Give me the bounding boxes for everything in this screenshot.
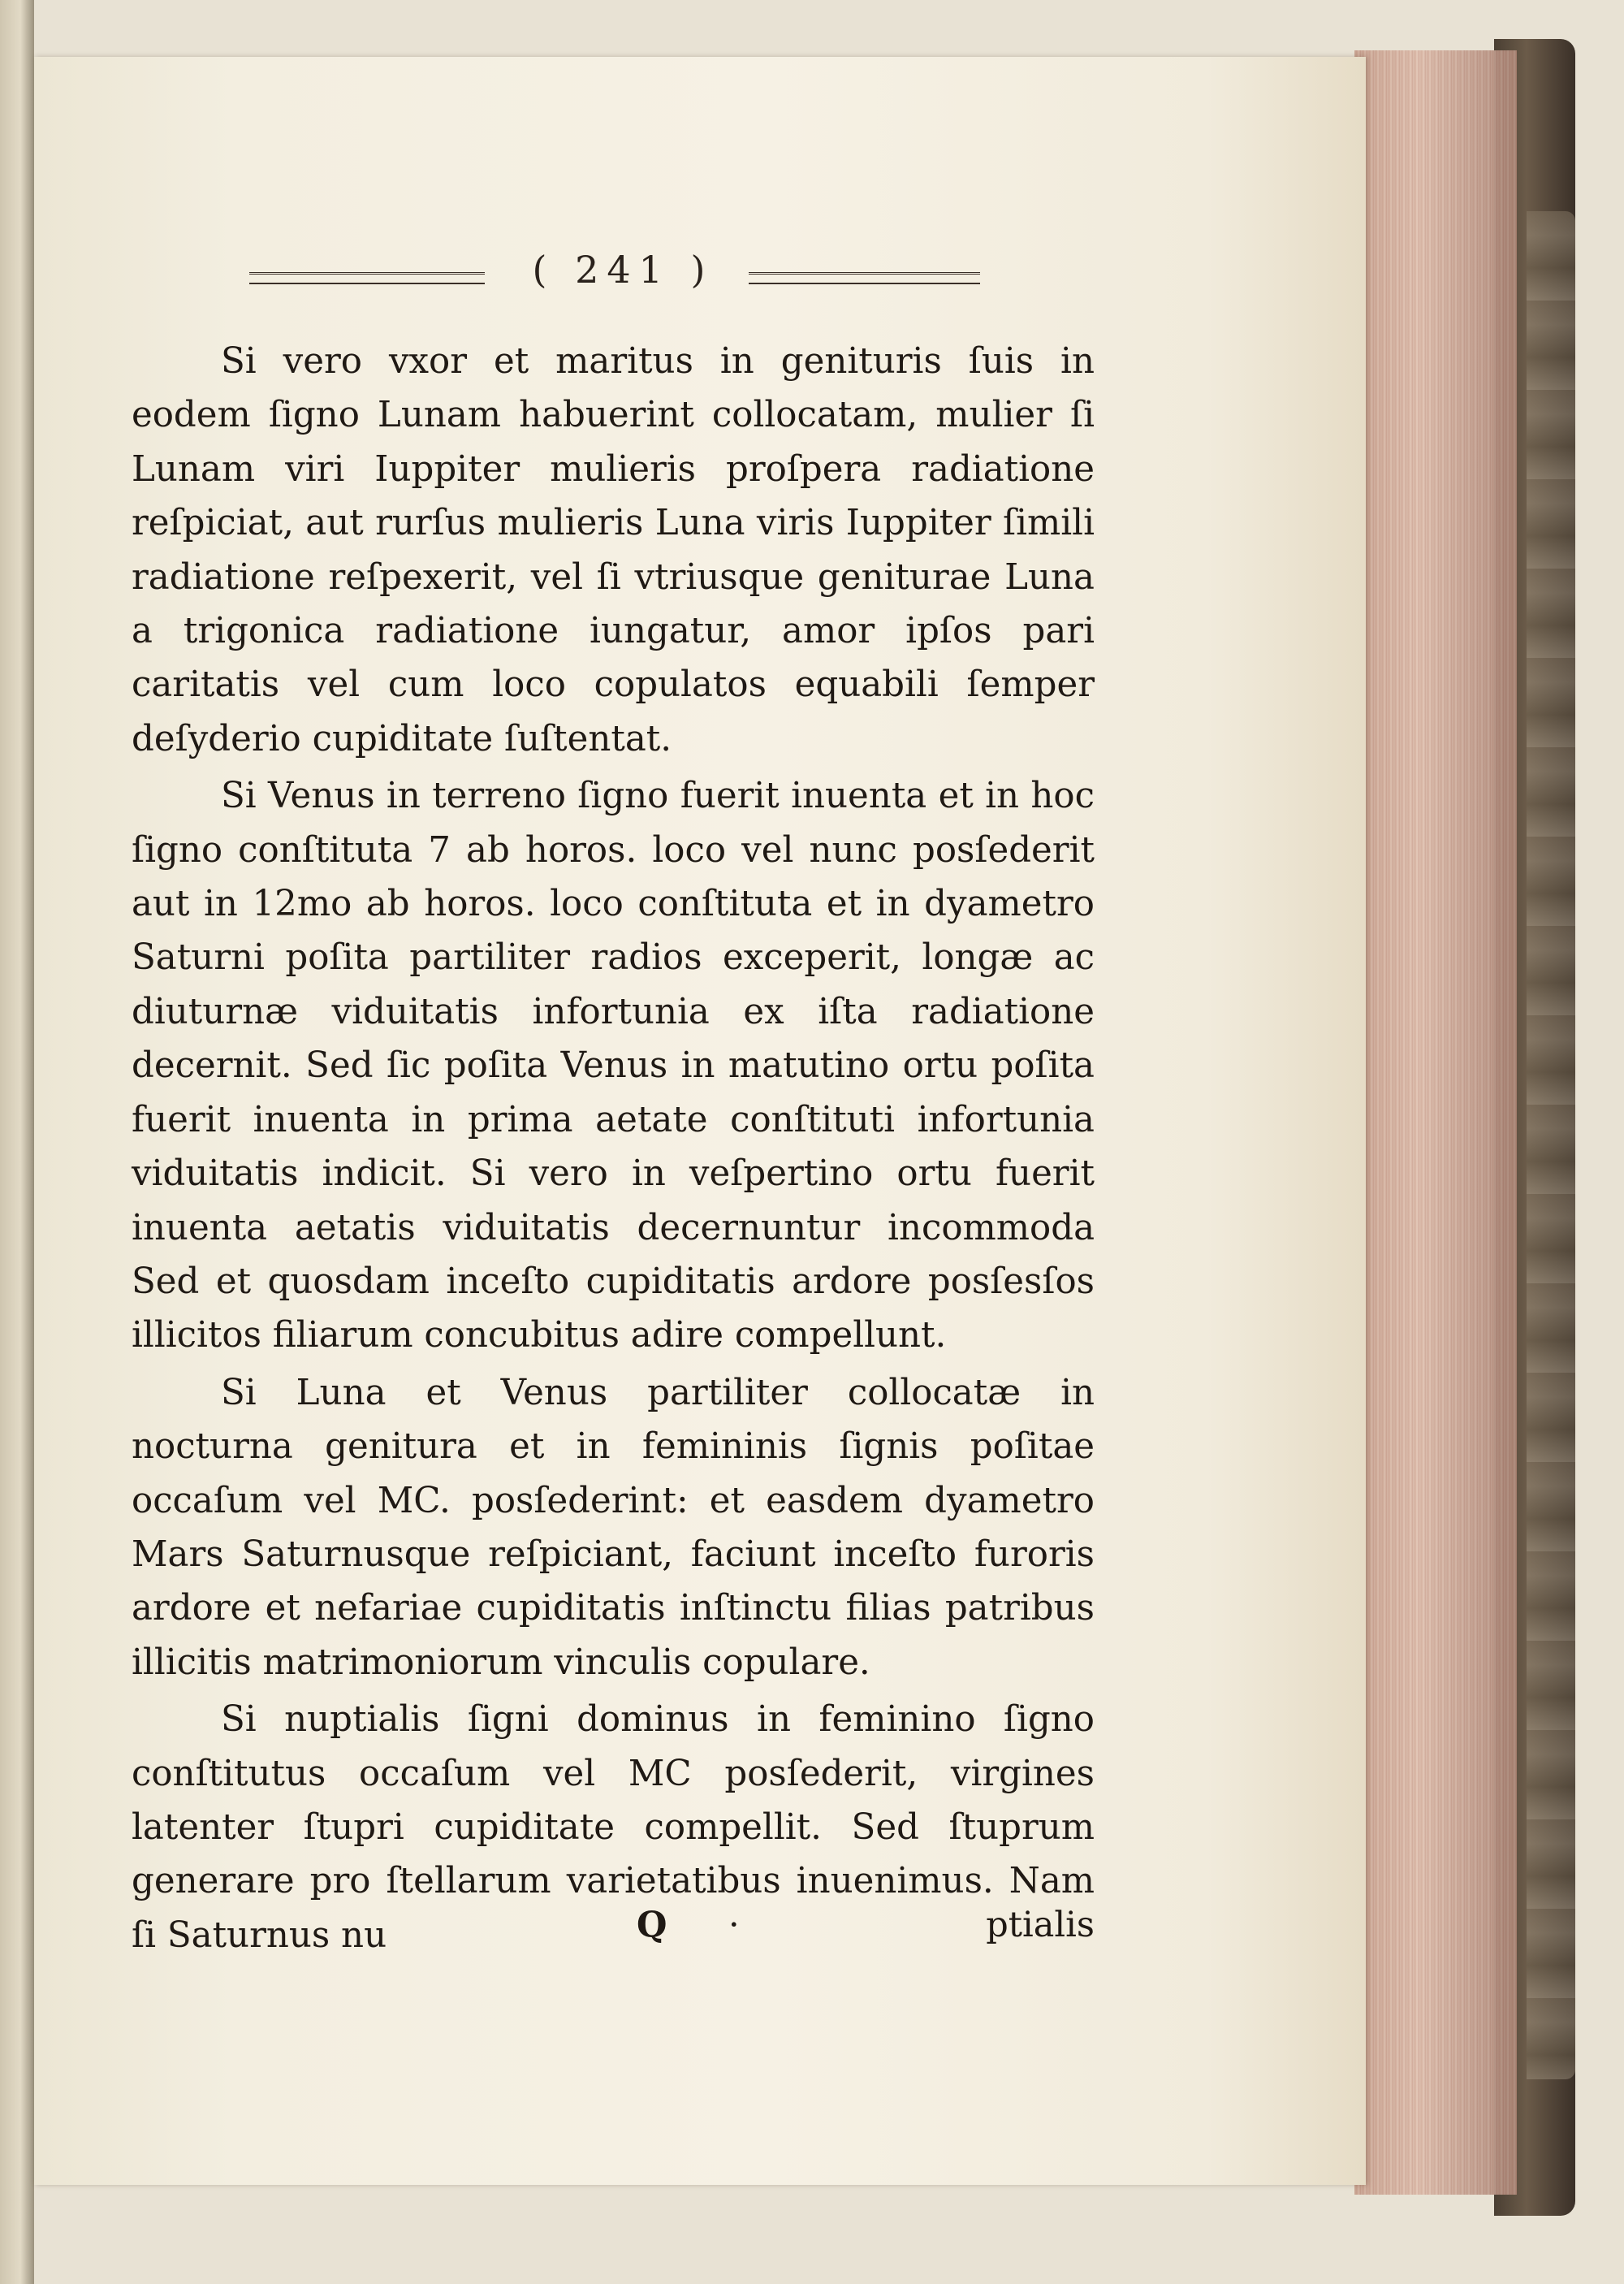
paragraph-3: Si Luna et Venus partiliter collocatæ in nocturna genitura et in femininis ſignis poſitae occaſum vel MC. posſederint: et easdem dyametro Mars Saturnusque reſpiciant, faciunt inceſto furoris ardore et nefariae cupiditatis inſtinctu filias patribus illicitis matrimoniorum vinculis copulare. [132,1372,1095,1683]
paragraph-2: Si Venus in terreno ſigno fuerit inuenta et in hoc ſigno conſtituta 7 ab horos. loco vel nunc posſederit aut in 12mo ab horos. loco conſtituta et in dyametro Saturni poſita partiliter radios exceperit, longæ ac diuturnæ viduitatis infortunia ex iſta radiatione decernit. Sed ſic poſita Venus in matutino ortu poſita fuerit inuenta in prima aetate conſtituti infortunia viduitatis indicit. Si vero in veſpertino ortu fuerit inuenta aetatis viduitatis decernuntur incommoda Sed et quosdam inceſto cupiditatis ardore posſesſos illicitos filiarum concubitus adire compellunt. [132,776,1095,1356]
page-header [34,248,1366,296]
page-number: ( 241 ) [532,248,714,292]
signature-mark: Q [637,1905,667,1945]
header-rule-right [749,272,980,284]
header-rule-left [249,272,485,284]
paragraph-4: Si nuptialis ſigni dominus in feminino ſigno conſtitutus occaſum vel MC posſederit, virgines latenter ſtupri cupiditate compellit. Sed ſtuprum generare pro ſtellarum varietatibus inuenimus. Nam ſi Saturnus nu [132,1699,1095,1956]
page-fore-edge-shade [1354,50,1517,2195]
left-page-edge [0,0,34,2284]
body-text [132,335,1095,1962]
cover-wear-texture [1527,211,1575,2079]
catchword: ptialis [986,1905,1095,1945]
paragraph-1: Si vero vxor et maritus in genituris ſuis in eodem ſigno Lunam habuerint collocatam, mulier ſi Lunam viri Iuppiter mulieris proſpera radiatione reſpiciat, aut rurſus mulieris Luna viris Iuppiter ſimili radiatione reſpexerit, vel ſi vtriusque geniturae Luna a trigonica radiatione iungatur, amor ipſos pari caritatis vel cum loco copulatos equabili ſemper deſyderio cupiditate ſuſtentat. [132,341,1095,759]
page-footer [132,1905,1095,1958]
footer-dot: · [728,1905,740,1945]
